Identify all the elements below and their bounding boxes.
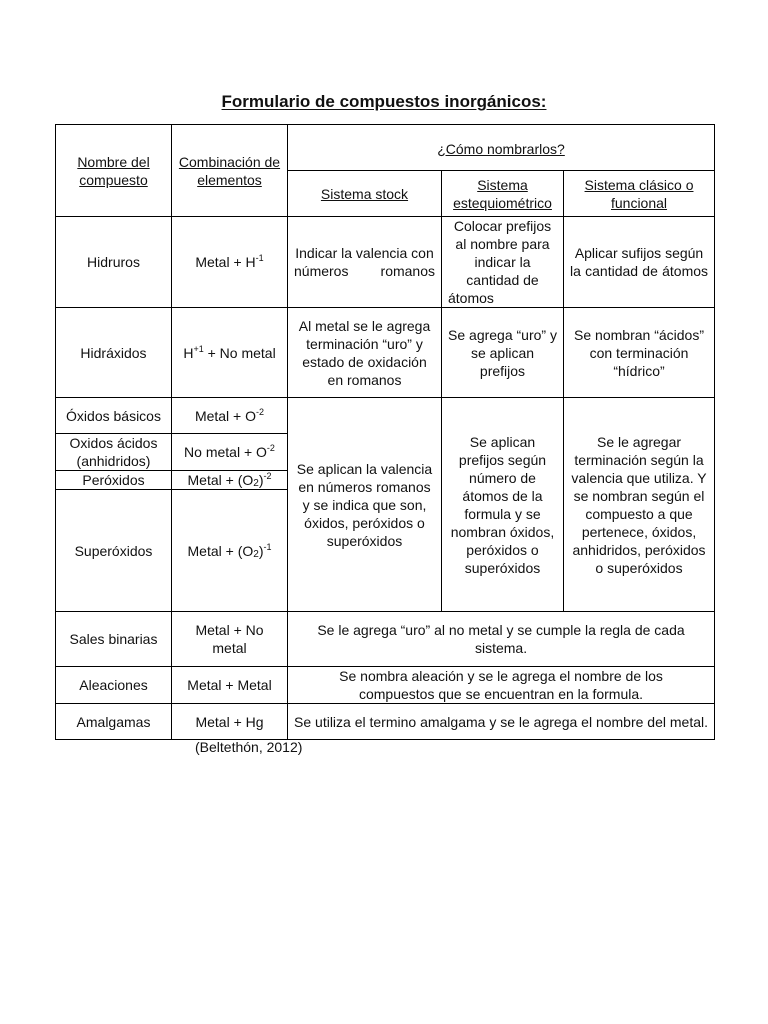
header-compound-name: Nombre del compuesto xyxy=(56,125,172,217)
stoichiometric-rule: Se agrega “uro” y se aplican prefijos xyxy=(442,308,564,398)
compound-name: Sales binarias xyxy=(56,612,172,667)
stoichiometric-rule-oxides: Se aplican prefijos según número de átomos de la formula y se nombran óxidos, peróxidos o superóxidos xyxy=(442,398,564,612)
compound-name: Oxidos ácidos (anhidridos) xyxy=(56,434,172,471)
stock-rule: Al metal se le agrega terminación “uro” y estado de oxidación en romanos xyxy=(288,308,442,398)
stock-rule-oxides: Se aplican la valencia en números romanos y se indica que son, óxidos, peróxidos o superóxidos xyxy=(288,398,442,612)
compound-name: Aleaciones xyxy=(56,667,172,704)
naming-rule: Se utiliza el termino amalgama y se le agrega el nombre del metal. xyxy=(288,704,715,740)
citation: (Beltethón, 2012) xyxy=(195,739,303,755)
row-amalgamas xyxy=(56,704,715,740)
header-stoichiometric-system: Sistema estequiométrico xyxy=(442,171,564,217)
element-combination: Metal + Metal xyxy=(172,667,288,704)
header-row-1 xyxy=(56,125,715,171)
element-combination: Metal + $H^{-1}$ xyxy=(172,217,288,308)
row-sales-binarias xyxy=(56,612,715,667)
compound-name: Hidráxidos xyxy=(56,308,172,398)
header-stock-system: Sistema stock xyxy=(288,171,442,217)
classic-rule: Se nombran “ácidos” con terminación “hídrico” xyxy=(564,308,715,398)
classic-rule-oxides: Se le agregar terminación según la valencia que utiliza. Y se nombran según el compuesto a que pertenece, óxidos, anhidridos, peróxidos o superóxidos xyxy=(564,398,715,612)
compound-name: Superóxidos xyxy=(56,490,172,612)
row-hidruros xyxy=(56,217,715,308)
element-combination: Metal + $O^{-2}$ xyxy=(172,398,288,434)
stock-rule: Indicar la valencia con números romanos xyxy=(288,217,442,308)
header-classic-system: Sistema clásico o funcional xyxy=(564,171,715,217)
element-combination: Metal + $(O_2)^{-1}$ xyxy=(172,490,288,612)
element-combination: Metal + $(O_2)^{-2}$ xyxy=(172,471,288,490)
row-aleaciones xyxy=(56,667,715,704)
compound-name: Peróxidos xyxy=(56,471,172,490)
header-how-to-name: ¿Cómo nombrarlos? xyxy=(288,125,715,171)
page-title xyxy=(0,92,768,112)
element-combination: $H^{+1} + No$ metal xyxy=(172,308,288,398)
naming-rule: Se nombra aleación y se le agrega el nombre de los compuestos que se encuentran en la formula. xyxy=(288,667,715,704)
stoichiometric-rule: Colocar prefijos al nombre para indicar la cantidad de átomos xyxy=(442,217,564,308)
row-hidroxidos xyxy=(56,308,715,398)
row-oxidos-basicos xyxy=(56,398,715,434)
header-element-combination: Combinación de elementos xyxy=(172,125,288,217)
naming-rule: Se le agrega “uro” al no metal y se cumple la regla de cada sistema. xyxy=(288,612,715,667)
element-combination: Metal + No metal xyxy=(172,612,288,667)
title-text: Formulario de compuestos inorgánicos: xyxy=(221,92,547,111)
compounds-table xyxy=(55,124,715,740)
compound-name: Hidruros xyxy=(56,217,172,308)
element-combination: Metal + Hg xyxy=(172,704,288,740)
compound-name: Óxidos básicos xyxy=(56,398,172,434)
classic-rule: Aplicar sufijos según la cantidad de átomos xyxy=(564,217,715,308)
element-combination: No metal + $O^{-2}$ xyxy=(172,434,288,471)
compound-name: Amalgamas xyxy=(56,704,172,740)
